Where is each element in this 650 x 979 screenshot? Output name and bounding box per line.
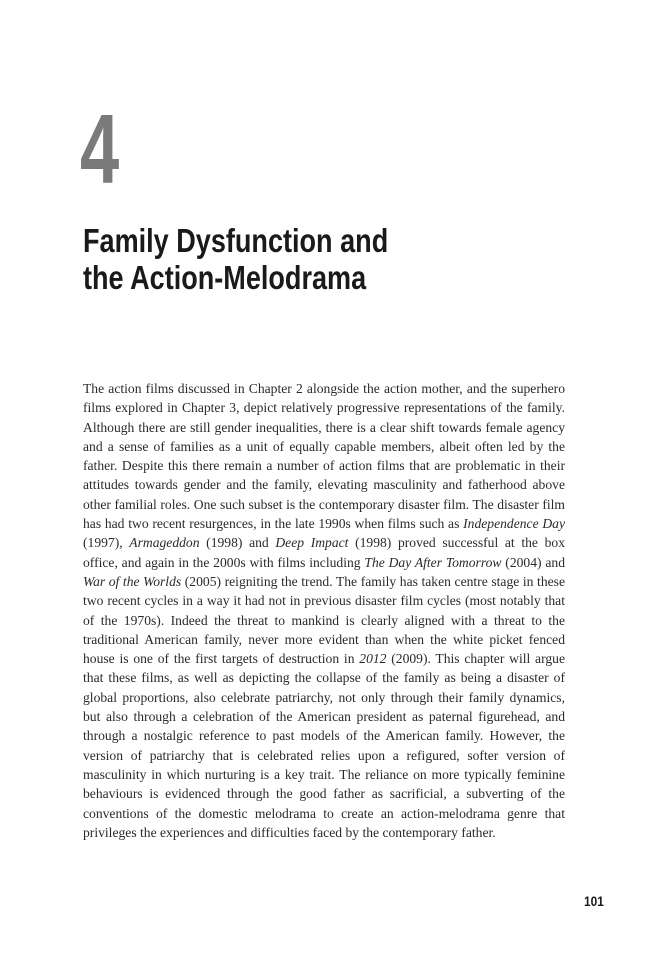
film-title: Deep Impact	[275, 535, 349, 551]
chapter-title-line-2: the Action-Melodrama	[83, 259, 367, 296]
text-segment: (1998) and	[199, 535, 276, 551]
text-segment: (2005) reigniting the trend. The family has taken centre stage in these two recent cycles in a way it had not in previous disaster film cycles (most notably that of the 1970s). Indeed the threat to mankind is clearly aligned with a threat to the traditional American family, never more evident than when the white picket fenced house is one of the first targets of destruction in	[83, 573, 565, 667]
chapter-number: 4	[80, 94, 118, 204]
film-title: The Day After Tomorrow	[364, 554, 502, 570]
text-segment: (1997),	[83, 535, 130, 551]
film-title: War of the Worlds	[83, 573, 182, 589]
film-title: Independence Day	[463, 516, 565, 532]
chapter-title	[83, 222, 427, 296]
body-paragraph	[83, 379, 565, 842]
text-segment: The action films discussed in Chapter 2 alongside the action mother, and the superhero films explored in Chapter 3, depict relatively progressive representations of the family. Although there are still gender inequalities, there is a clear shift towards female agency and a sense of families as a unit of equally capable members, albeit often led by the father. Despite this there remain a number of action films that are problematic in their attitudes towards gender and the family, elevating masculinity and fatherhood above other familial roles. One such subset is the contemporary disaster film. The disaster film has had two recent resurgences, in the late 1990s when films such as	[83, 381, 565, 532]
page-number: 101	[584, 893, 604, 909]
film-title: Armageddon	[129, 535, 200, 551]
text-segment: (2009). This chapter will argue that these films, as well as depicting the collapse of the family as being a disaster of global proportions, also celebrate patriarchy, not only through their family dynamics, but also through a celebration of the American president as paternal figurehead, and through a nostalgic reference to past models of the American family. However, the version of patriarchy that is celebrated relies upon a refigured, softer version of masculinity in which nurturing is a key trait. The reliance on more typically feminine behaviours is evidenced through the good father as sacrificial, a subverting of the conventions of the domestic melodrama to create an action-melodrama genre that privileges the experiences and difficulties faced by the contemporary father.	[83, 651, 565, 840]
film-title: 2012	[359, 651, 387, 667]
chapter-title-line-1: Family Dysfunction and	[83, 222, 389, 259]
text-segment: (2004) and	[501, 554, 565, 570]
text-segment: (1998) proved successful at the box office, and again in the 2000s with films including	[83, 535, 565, 570]
